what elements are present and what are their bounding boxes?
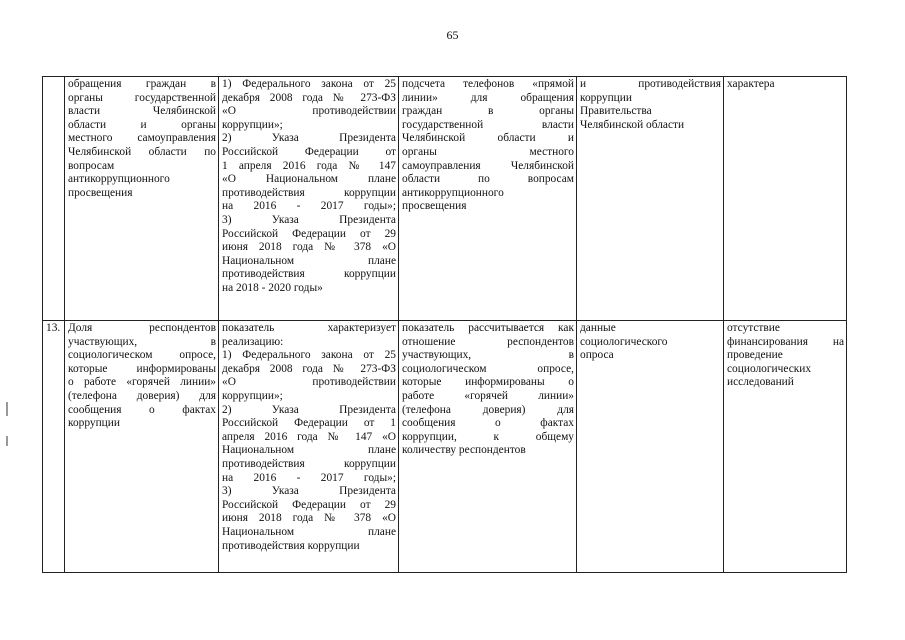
cell-text-line: социологическом опросе,: [402, 362, 574, 375]
cell-text-line: просвещения: [68, 186, 133, 199]
cell-text-line: на 2018 - 2020 годы»: [222, 281, 323, 294]
cell-text-line: Челябинской области: [580, 118, 685, 131]
cell-text-line: линии» для обращения: [402, 91, 574, 104]
scan-edge-mark: [6, 402, 8, 416]
data-source-cell: [577, 77, 724, 321]
cell-text-line: количеству респондентов: [402, 444, 526, 457]
cell-text-line: апреля 2016 года № 147 «О: [222, 430, 396, 443]
cell-text-line: на 2016 - 2017 годы»;: [222, 471, 396, 484]
cell-text-line: данные: [580, 322, 616, 334]
cell-text-line: реализацию:: [222, 335, 284, 348]
cell-text-line: 2) Указа Президента: [222, 403, 396, 416]
cell-text-line: июня 2018 года № 378 «О: [222, 241, 396, 254]
legal-basis-cell: [219, 77, 399, 321]
cell-text-line: государственной власти: [402, 118, 574, 131]
row-number-cell: [43, 77, 65, 321]
page-number: 65: [446, 28, 459, 42]
indicator-name-cell: [65, 321, 219, 573]
cell-text-line: Челябинской области по: [68, 145, 216, 158]
risk-cell: [724, 321, 847, 573]
table-row: [43, 77, 847, 321]
cell-text-line: Национальном плане: [222, 254, 396, 267]
cell-text-line: подсчета телефонов «прямой: [402, 78, 574, 90]
cell-text-line: Национальном плане: [222, 444, 396, 457]
calculation-method-cell: [399, 77, 577, 321]
cell-text-line: коррупции, к общему: [402, 430, 574, 443]
cell-text-line: противодействия коррупции: [222, 457, 396, 470]
cell-text-line: Российской Федерации от: [222, 145, 396, 158]
cell-text-line: которые информированы: [68, 362, 216, 375]
cell-text-line: показатель рассчитывается как: [402, 322, 574, 334]
cell-text-line: власти Челябинской: [68, 105, 216, 118]
cell-text-line: «О противодействии: [222, 105, 396, 118]
cell-text-line: отсутствие: [727, 322, 780, 334]
legal-basis-cell: [219, 321, 399, 573]
cell-text-line: отношение респондентов: [402, 335, 574, 348]
cell-text-line: коррупции»;: [222, 118, 283, 131]
cell-text-line: декабря 2008 года № 273-ФЗ: [222, 362, 396, 375]
cell-text-line: Российской Федерации от 29: [222, 227, 396, 240]
cell-text-line: 1) Федерального закона от 25: [222, 78, 396, 90]
cell-text-line: опроса: [580, 349, 614, 362]
cell-text-line: июня 2018 года № 378 «О: [222, 512, 396, 525]
cell-text-line: 1) Федерального закона от 25: [222, 349, 396, 362]
cell-text-line: коррупции»;: [222, 389, 283, 402]
cell-text-line: участвующих, в: [68, 335, 216, 348]
cell-text-line: проведение: [727, 349, 783, 362]
cell-text-line: местного самоуправления: [68, 132, 216, 145]
cell-text-line: «О противодействии: [222, 376, 396, 389]
cell-text-line: просвещения: [402, 200, 467, 213]
indicator-name-cell: [65, 77, 219, 321]
cell-text-line: и противодействия: [580, 78, 721, 90]
cell-text-line: показатель характеризует: [222, 322, 396, 334]
cell-text-line: коррупции: [580, 91, 632, 104]
cell-text-line: Доля респондентов: [68, 322, 216, 334]
cell-text-line: антикоррупционного: [402, 186, 504, 199]
cell-text-line: декабря 2008 года № 273-ФЗ: [222, 91, 396, 104]
cell-text-line: сообщения о фактах: [402, 417, 574, 430]
cell-text-line: самоуправления Челябинской: [402, 159, 574, 172]
cell-text-line: противодействия коррупции: [222, 186, 396, 199]
cell-text-line: которые информированы о: [402, 376, 574, 389]
cell-text-line: противодействия коррупции: [222, 539, 360, 552]
cell-text-line: (телефона доверия) для: [68, 389, 216, 402]
cell-text-line: социологического: [580, 335, 668, 348]
row-number-cell: 13.: [43, 321, 65, 573]
cell-text-line: (телефона доверия) для: [402, 403, 574, 416]
cell-text-line: Правительства: [580, 105, 652, 118]
cell-text-line: «О Национальном плане: [222, 173, 396, 186]
cell-text-line: органы государственной: [68, 91, 216, 104]
cell-text-line: характера: [727, 78, 775, 90]
cell-text-line: Российской Федерации от 29: [222, 498, 396, 511]
cell-text-line: о работе «горячей линии»: [68, 376, 216, 389]
indicator-table: [42, 76, 847, 573]
cell-text-line: социологических: [727, 362, 812, 375]
cell-text-line: участвующих, в: [402, 349, 574, 362]
cell-text-line: финансирования на: [727, 335, 844, 348]
cell-text-line: коррупции: [68, 417, 120, 430]
risk-cell: [724, 77, 847, 321]
cell-text-line: органы местного: [402, 145, 574, 158]
table-row: [43, 321, 847, 573]
data-source-cell: [577, 321, 724, 573]
cell-text-line: противодействия коррупции: [222, 268, 396, 281]
calculation-method-cell: [399, 321, 577, 573]
cell-text-line: 3) Указа Президента: [222, 213, 396, 226]
cell-text-line: Российской Федерации от 1: [222, 417, 396, 430]
cell-text-line: работе «горячей линии»: [402, 389, 574, 402]
cell-text-line: сообщения о фактах: [68, 403, 216, 416]
cell-text-line: области и органы: [68, 118, 216, 131]
cell-text-line: 3) Указа Президента: [222, 485, 396, 498]
cell-text-line: области по вопросам: [402, 173, 574, 186]
cell-text-line: на 2016 - 2017 годы»;: [222, 200, 396, 213]
scan-edge-mark: [6, 436, 8, 446]
cell-text-line: Челябинской области и: [402, 132, 574, 145]
cell-text-line: Национальном плане: [222, 525, 396, 538]
cell-text-line: граждан в органы: [402, 105, 574, 118]
cell-text-line: обращения граждан в: [68, 78, 216, 90]
cell-text-line: социологическом опросе,: [68, 349, 216, 362]
cell-text-line: 2) Указа Президента: [222, 132, 396, 145]
cell-text-line: 1 апреля 2016 года № 147: [222, 159, 396, 172]
cell-text-line: исследований: [727, 376, 794, 389]
cell-text-line: антикоррупционного: [68, 173, 170, 186]
cell-text-line: вопросам: [68, 159, 115, 172]
